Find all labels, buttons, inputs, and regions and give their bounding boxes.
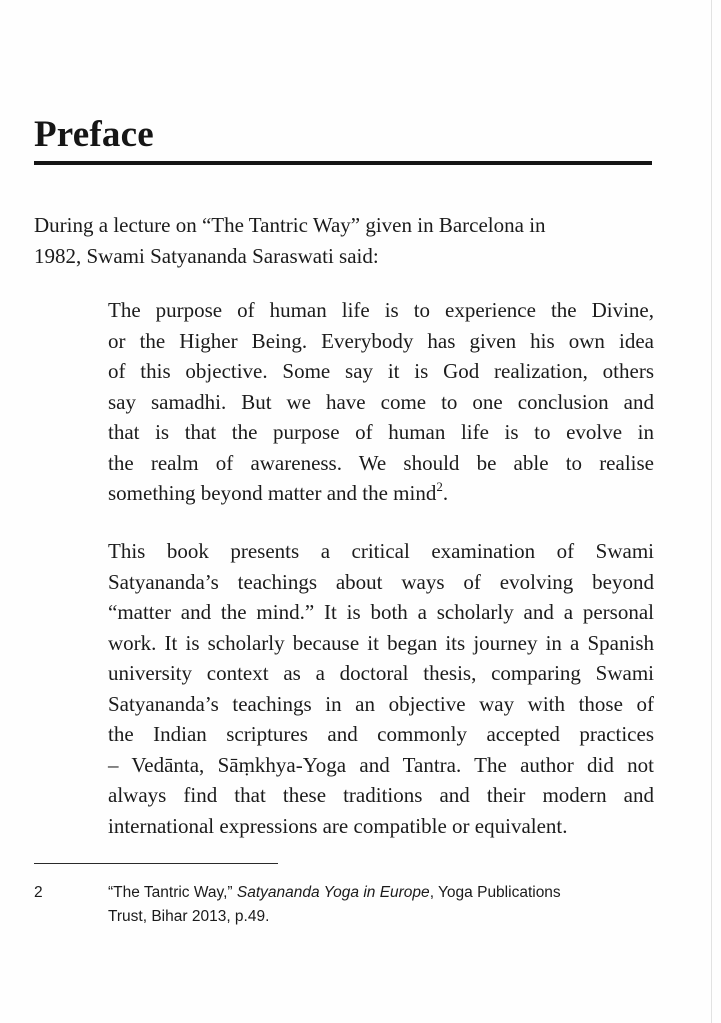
body-paragraph: [34, 536, 654, 841]
quote-line: say samadhi. But we have come to one conclusion and: [108, 389, 654, 414]
quote-line: that is that the purpose of human life is to evolve in: [108, 420, 654, 444]
quote-line: The purpose of human life is to experience the Divine,: [108, 298, 654, 322]
quote-line: something beyond matter and the mind: [108, 481, 437, 505]
footnote-suffix: , Yoga Publications: [429, 884, 561, 901]
body-line: work. It is scholarly because it began its journey in a Spanish: [108, 630, 654, 655]
quote-line: of this objective. Some say it is God realization, others: [108, 359, 654, 383]
footnote-number: 2: [34, 884, 43, 901]
footnote-prefix: “The Tantric Way,”: [108, 884, 237, 901]
footnote-line2: Trust, Bihar 2013, p.49.: [108, 908, 270, 925]
quote-line: or the Higher Being. Everybody has given his own idea: [108, 328, 654, 353]
page-title: Preface: [34, 114, 154, 155]
footnote-reference: 2: [436, 479, 443, 494]
body-line: This book presents a critical examination of Swami: [108, 539, 654, 563]
body-line: international expressions are compatible or equivalent.: [108, 813, 568, 838]
footnote-rule: [34, 863, 278, 864]
title-rule: [34, 161, 652, 165]
body-line: university context as a doctoral thesis, comparing Swami: [108, 661, 654, 685]
quote-last-line: [108, 478, 654, 509]
page-edge: [711, 0, 712, 1023]
body-line: “matter and the mind.” It is both a scholarly and a personal: [108, 600, 654, 624]
footnote-text: [108, 881, 668, 929]
body-line: always find that these traditions and their modern and: [108, 783, 654, 807]
intro-line: 1982, Swami Satyananda Saraswati said:: [34, 243, 379, 268]
body-line: – Vedānta, Sāṃkhya-Yoga and Tantra. The author did not: [108, 752, 654, 777]
quote-line: the realm of awareness. We should be able to realise: [108, 450, 654, 475]
quote-end-punct: .: [442, 481, 449, 505]
body-line: Satyananda’s teachings in an objective way with those of: [108, 691, 654, 716]
block-quote: [108, 295, 654, 509]
body-line: the Indian scriptures and commonly accepted practices: [108, 722, 654, 746]
body-line: Satyananda’s teachings about ways of evolving beyond: [108, 569, 654, 594]
intro-line: During a lecture on “The Tantric Way” given in Barcelona in: [34, 213, 546, 237]
intro-paragraph: [34, 210, 659, 271]
footnote-source-title: Satyananda Yoga in Europe: [236, 884, 430, 901]
